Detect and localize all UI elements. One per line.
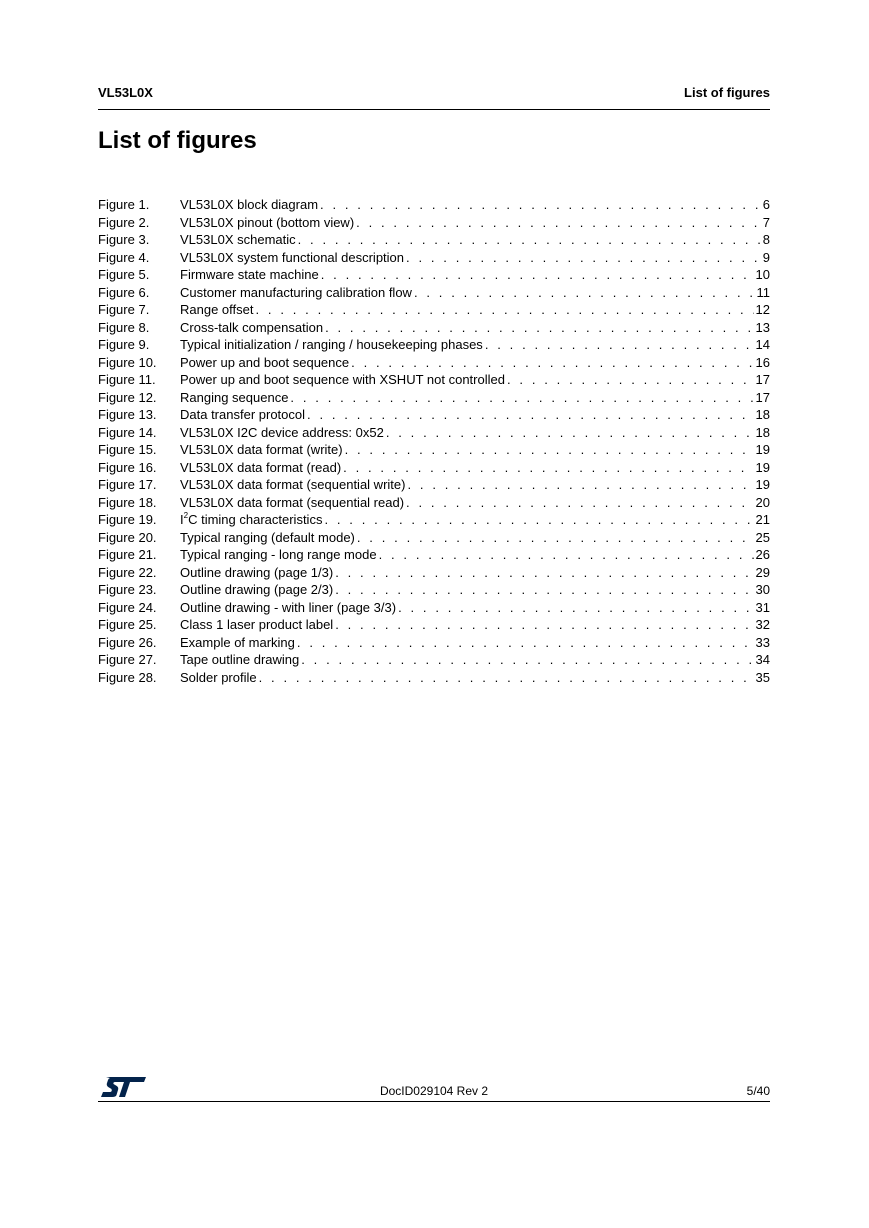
leader-dots — [259, 669, 754, 687]
figure-number: Figure 11. — [98, 372, 156, 387]
leader-dots — [398, 599, 753, 617]
figure-page: 9 — [762, 249, 770, 265]
list-item[interactable] — [98, 231, 770, 249]
figure-title: VL53L0X data format (write) — [180, 442, 343, 457]
figure-title-superscript: 2 — [183, 510, 189, 520]
figure-page: 20 — [755, 494, 770, 510]
figure-page: 32 — [755, 617, 770, 632]
figure-title: VL53L0X I2C device address: 0x52 — [180, 424, 384, 440]
figure-page: 11 — [756, 284, 770, 300]
figure-page: 8 — [762, 232, 770, 247]
figure-number: Figure 13. — [98, 407, 157, 422]
figure-title: Power up and boot sequence — [180, 354, 350, 370]
figure-number: Figure 1. — [98, 197, 150, 212]
figure-page: 19 — [755, 459, 770, 475]
list-item[interactable] — [98, 441, 770, 459]
figure-number: Figure 26. — [98, 634, 157, 650]
figure-number: Figure 4. — [98, 249, 150, 265]
figure-page: 31 — [755, 599, 770, 615]
footer-doc-id: DocID029104 Rev 2 — [379, 1084, 489, 1098]
leader-dots — [343, 459, 753, 477]
figure-title: VL53L0X pinout (bottom view) — [180, 214, 355, 230]
list-item[interactable] — [98, 581, 770, 599]
list-item[interactable] — [98, 406, 770, 424]
leader-dots — [325, 319, 753, 337]
leader-dots — [485, 336, 754, 354]
list-item[interactable] — [98, 266, 770, 284]
leader-dots — [414, 284, 755, 302]
figure-title: Power up and boot sequence with XSHUT not controlled — [180, 372, 505, 387]
figure-title: Solder profile — [180, 669, 257, 685]
figure-number: Figure 22. — [98, 564, 157, 580]
list-item[interactable] — [98, 459, 770, 477]
figure-page: 26 — [755, 547, 770, 562]
figure-title: Firmware state machine — [180, 267, 319, 282]
footer-page-number: 5/40 — [746, 1084, 770, 1098]
figure-page: 6 — [762, 197, 770, 212]
leader-dots — [386, 424, 754, 442]
figure-number: Figure 3. — [98, 232, 150, 247]
figure-title: Cross-talk compensation — [180, 319, 324, 335]
leader-dots — [335, 581, 753, 599]
figure-number: Figure 18. — [98, 494, 157, 510]
figure-list — [98, 196, 770, 686]
figure-number: Figure 23. — [98, 582, 157, 597]
list-item[interactable] — [98, 476, 770, 494]
list-item[interactable] — [98, 196, 770, 214]
figure-title: Tape outline drawing — [180, 652, 300, 667]
figure-page: 14 — [755, 337, 770, 352]
figure-title: Outline drawing - with liner (page 3/3) — [180, 599, 397, 615]
leader-dots — [307, 406, 754, 424]
page-header — [98, 85, 770, 110]
leader-dots — [351, 354, 753, 372]
figure-page: 17 — [755, 372, 770, 387]
figure-page: 13 — [755, 319, 770, 335]
list-item[interactable] — [98, 319, 770, 337]
list-item[interactable] — [98, 354, 770, 372]
leader-dots — [297, 634, 754, 652]
leader-dots — [320, 196, 761, 214]
figure-title — [180, 511, 322, 529]
figure-title: Typical ranging - long range mode — [180, 547, 377, 562]
figure-number: Figure 21. — [98, 547, 157, 562]
figure-title: Customer manufacturing calibration flow — [180, 284, 412, 300]
leader-dots — [255, 301, 753, 319]
list-item[interactable] — [98, 511, 770, 529]
figure-page: 21 — [755, 512, 770, 527]
leader-dots — [406, 494, 754, 512]
figure-title: Range offset — [180, 302, 254, 317]
list-item[interactable] — [98, 529, 770, 547]
leader-dots — [507, 371, 754, 389]
list-item[interactable] — [98, 616, 770, 634]
figure-title: VL53L0X block diagram — [180, 197, 319, 212]
figure-title: Class 1 laser product label — [180, 617, 334, 632]
list-item[interactable] — [98, 564, 770, 582]
list-item[interactable] — [98, 669, 770, 687]
figure-number: Figure 12. — [98, 389, 157, 405]
figure-page: 30 — [755, 582, 770, 597]
list-item[interactable] — [98, 249, 770, 267]
figure-page: 33 — [755, 634, 770, 650]
figure-number: Figure 9. — [98, 337, 150, 352]
list-item[interactable] — [98, 424, 770, 442]
figure-title: VL53L0X system functional description — [180, 249, 405, 265]
page-title: List of figures — [98, 127, 257, 154]
figure-page: 25 — [755, 529, 770, 545]
figure-number: Figure 7. — [98, 302, 150, 317]
figure-title: Outline drawing (page 1/3) — [180, 564, 334, 580]
header-product-name: VL53L0X — [98, 85, 153, 100]
figure-title-suffix: C timing characteristics — [188, 512, 323, 527]
leader-dots — [335, 564, 753, 582]
figure-page: 34 — [755, 652, 770, 667]
figure-page: 16 — [755, 354, 770, 370]
list-item[interactable] — [98, 634, 770, 652]
list-item[interactable] — [98, 546, 770, 564]
figure-number: Figure 6. — [98, 284, 150, 300]
figure-number: Figure 2. — [98, 214, 150, 230]
figure-title: VL53L0X schematic — [180, 232, 296, 247]
figure-title: VL53L0X data format (read) — [180, 459, 342, 475]
figure-page: 7 — [762, 214, 770, 230]
list-item[interactable] — [98, 651, 770, 669]
figure-title: Typical initialization / ranging / housekeeping phases — [180, 337, 483, 352]
figure-title-prefix: I — [180, 512, 184, 527]
figure-number: Figure 27. — [98, 652, 157, 667]
list-item[interactable] — [98, 301, 770, 319]
leader-dots — [321, 266, 754, 284]
leader-dots — [379, 546, 754, 564]
leader-dots — [356, 214, 761, 232]
figure-title: VL53L0X data format (sequential read) — [180, 494, 405, 510]
list-item[interactable] — [98, 389, 770, 407]
figure-number: Figure 28. — [98, 669, 157, 685]
list-item[interactable] — [98, 371, 770, 389]
leader-dots — [406, 249, 761, 267]
leader-dots — [290, 389, 753, 407]
figure-number: Figure 8. — [98, 319, 150, 335]
figure-number: Figure 5. — [98, 267, 150, 282]
list-item[interactable] — [98, 599, 770, 617]
figure-title: Data transfer protocol — [180, 407, 306, 422]
leader-dots — [301, 651, 753, 669]
list-item[interactable] — [98, 336, 770, 354]
figure-title: Outline drawing (page 2/3) — [180, 582, 334, 597]
figure-number: Figure 25. — [98, 617, 157, 632]
leader-dots — [345, 441, 754, 459]
leader-dots — [298, 231, 761, 249]
figure-page: 18 — [755, 407, 770, 422]
list-item[interactable] — [98, 214, 770, 232]
leader-dots — [335, 616, 753, 634]
figure-page: 19 — [755, 477, 770, 492]
figure-number: Figure 16. — [98, 459, 157, 475]
figure-page: 17 — [755, 389, 770, 405]
list-item[interactable] — [98, 494, 770, 512]
figure-number: Figure 20. — [98, 529, 157, 545]
figure-title: VL53L0X data format (sequential write) — [180, 477, 406, 492]
figure-page: 19 — [755, 442, 770, 457]
figure-number: Figure 17. — [98, 477, 157, 492]
leader-dots — [324, 511, 753, 529]
leader-dots — [357, 529, 754, 547]
figure-page: 18 — [755, 424, 770, 440]
header-section-name: List of figures — [684, 85, 770, 100]
leader-dots — [407, 476, 753, 494]
figure-title: Ranging sequence — [180, 389, 289, 405]
page-footer — [98, 1075, 770, 1102]
figure-number: Figure 15. — [98, 442, 157, 457]
figure-page: 10 — [755, 267, 770, 282]
figure-page: 12 — [755, 302, 770, 317]
figure-number: Figure 10. — [98, 354, 157, 370]
figure-title: Typical ranging (default mode) — [180, 529, 355, 545]
figure-title: Example of marking — [180, 634, 295, 650]
list-item[interactable] — [98, 284, 770, 302]
figure-page: 29 — [755, 564, 770, 580]
figure-number: Figure 14. — [98, 424, 157, 440]
figure-page: 35 — [755, 669, 770, 685]
figure-number: Figure 24. — [98, 599, 157, 615]
figure-number: Figure 19. — [98, 512, 157, 527]
